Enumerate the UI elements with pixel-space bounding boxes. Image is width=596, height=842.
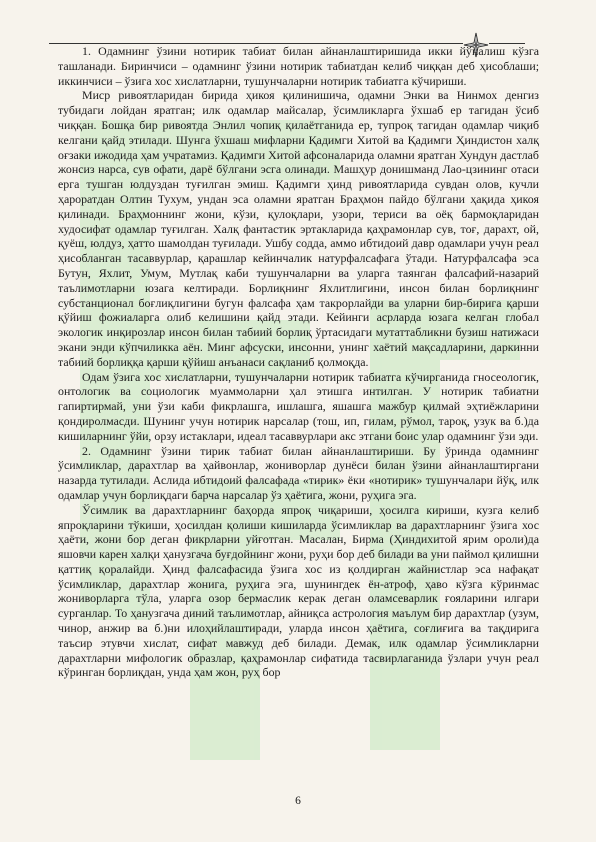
paragraph: 1. Одамнинг ўзини нотирик табиат билан айнанлаштиришида икки йўналиш кўзга ташланади. Биринчиси – одамнинг ўзини нотирик табиатдан келиб чиққан деб ҳисоблаши; иккинчиси – ўзига хос хислатларни, тушунчаларни нотирик табиатга кўчириши. bbox=[58, 44, 539, 88]
page-number: 6 bbox=[295, 795, 301, 807]
paragraph: Миср ривоятларидан бирида ҳикоя қилинишича, одамни Энки ва Нинмох денгиз тубидаги лойдан яратган; илк одамлар майсалар, ўсимликларга ўхшаб ер тагидан ўсиб чиққан. Бошқа бир ривоятда Энлил чопиқ қилаётганида ер, тупроқ тагидан одамлар чиқиб келгани қайд этилади. Шунга ўхшаш мифларни Қадимги Хитой ва Қадимги Ҳиндистон халқ оғзаки ижодида ҳам учратамиз. Қадимги Хитой афсоналарида оламни яратган Хундун дастлаб жонсиз нарса, сув офати, дарё бўлгани эсга олинади. Машҳур донишманд Лао-цзининг отаси ерга тушган юлдуздан туғилган эмиш. Қадимги ҳинд ривоятларида сувдан олов, кучли ҳароратдан Олтин Тухум, ундан эса оламни яратган Браҳмон пайдо бўлгани ҳақида ҳикоя қилинади. Браҳмоннинг жони, кўзи, қулоқлари, узори, териси ва оёқ бармоқларидан худосифат одамлар туғилган. Халқ фантастик эртакларида қаҳрамонлар сув, тоғ, дарахт, ой, қуёш, юлдуз, ҳатто шамолдан туғилади. Ушбу содда, аммо ибтидоий давр одамлари учун реал ҳисобланган тасаввурлар, қарашлар кейинчалик натурфалсафага ўтади. Натурфалсафа эса Бутун, Яхлит, Умум, Мутлақ каби тушунчаларни ва уларга таянган фалсафий-назарий таълимотларни юзага келтиради. Борлиқнинг Яхлитлигини, инсон билан борлиқнинг субстанционал боғлиқлигини бугун фалсафа ҳам такрорлайди ва уларни бир-бирига қарши қўйиш фожиаларга олиб келишини қайд этади. Кейинги асрларда юзага келган глобал экологик инқирозлар инсон билан табиий борлиқ ўртасидаги мутаттабликни бузиш натижаси экани энди кўпчиликка аён. Минг афсуски, инсонни, унинг хаётий мақсадларини, даркинни табиий борлиққа қарши қўйиш анъанаси сақланиб қолмоқда. bbox=[58, 88, 539, 369]
paragraph: 2. Одамнинг ўзини тирик табиат билан айнанлаштириши. Бу ўринда одамнинг ўсимликлар, дарахтлар ва ҳайвонлар, жониворлар дунёси билан ўзини айнанлаштиргани назарда тутилади. Аслида ибтидоий фалсафада «тирик» ёки «нотирик» тушунчалари йўқ, илк одамлар учун борлиқдаги барча нарсалар ўз ҳаётига, жони, руҳига эга. bbox=[58, 443, 539, 502]
paragraph: Ўсимлик ва дарахтларнинг баҳорда япроқ чиқариши, ҳосилга кириши, кузга келиб япроқларини тўкиши, ҳосилдан қолиши кишиларда ўсимликлар ва дарахтларнинг ўзига хос ҳаёти, жони бор деган фикрларни уйғотган. Масалан, Бирма (Ҳиндихитой ярим ороли)да яшовчи карен халқи ҳанузгача буғдойнинг жони, руҳи бор деб билади ва уни паймол қилишни қаттиқ қоралайди. Ҳинд фалсафасида ўзига хос из қолдирган жайнистлар эса нафақат ўсимликлар, дарахтлар жонига, руҳига эга, шунингдек ён-атроф, ҳаво кўзга кўринмас жониворларга тўла, уларга озор бермаслик керак деган оламсеварлик ғояларини илгари сурганлар. То ҳанузгача диний таълимотлар, айниқса астрология маълум бир дарахтлар (узум, чинор, анжир ва б.)ни илоҳийлаштиради, уларда инсон ҳаётига, соғлиғига ва тақдирига таъсир этувчи хислат, сифат мавжуд деб билади. Демак, илк одамлар ўсимликларни дарахтларни мифологик образлар, қаҳрамонлар сифатида тасвирлаганида ўзлари учун реал кўринган борлиқдан, унда ҳам жон, руҳ бор bbox=[58, 502, 539, 680]
body-text bbox=[58, 44, 539, 680]
paragraph: Одам ўзига хос хислатларни, тушунчаларни нотирик табиатга кўчирганида гносеологик, онтологик ва социологик муаммоларни ҳал этишга интилган. У нотирик табиатни гапиртирмай, уни ўзи каби фикрлашга, ишлашга, яшашга мажбур қилмай эҳтиёжларини қондиролмасди. Шунинг учун нотирик нарсалар (тош, ип, гилам, рўмол, тароқ, узук ва б.)да кишиларнинг ўйи, орзу истаклари, идеал тасаввурлари акс этгани боис улар одамнинг ўзи эди. bbox=[58, 369, 539, 443]
